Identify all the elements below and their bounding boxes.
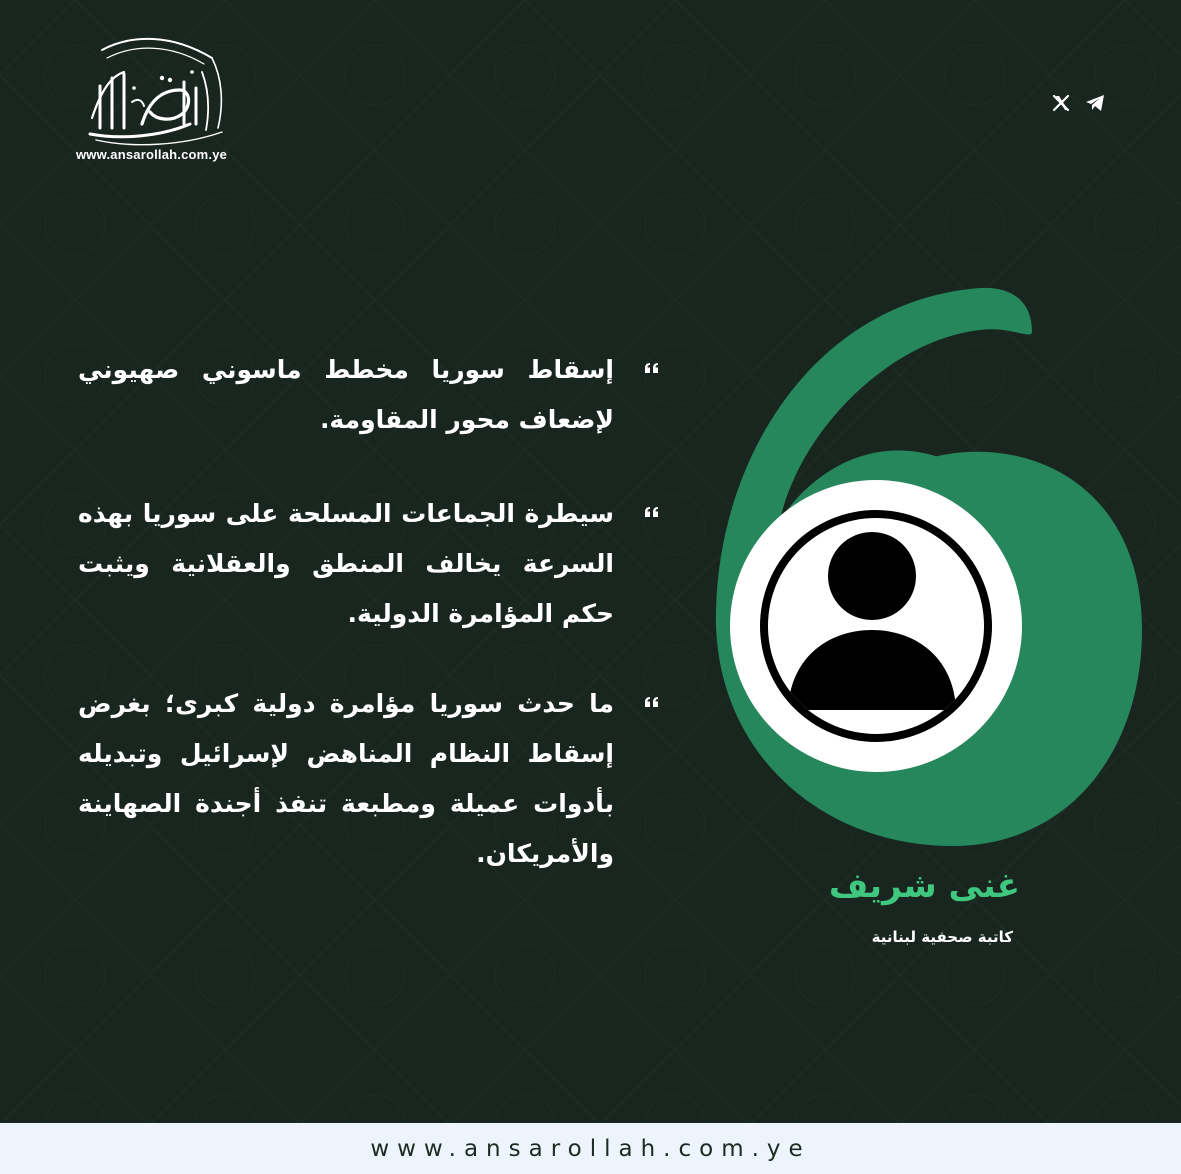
point-text: إسقاط سوريا مخطط ماسوني صهيوني لإضعاف محور المقاومة. <box>78 355 614 434</box>
quote-mark-icon <box>644 696 660 712</box>
social-icons <box>1050 92 1106 114</box>
point-item <box>78 345 660 445</box>
avatar <box>730 480 1022 772</box>
author-title: كاتبة صحفية لبنانية <box>871 928 1013 946</box>
points-list <box>78 345 660 923</box>
quote-mark-icon <box>644 362 660 378</box>
logo-url: www.ansarollah.com.ye <box>76 147 228 162</box>
point-item <box>78 679 660 879</box>
author-name: غنى شريف <box>828 866 1020 906</box>
footer-url[interactable]: www.ansarollah.com.ye <box>370 1135 811 1162</box>
author-swirl <box>690 280 1160 860</box>
footer-bar <box>0 1123 1181 1174</box>
telegram-icon[interactable] <box>1084 92 1106 114</box>
point-text: ما حدث سوريا مؤامرة دولية كبرى؛ بغرض إسقاط النظام المناهض لإسرائيل وتبديله بأدوات عميلة ومطبعة تنفذ أجندة الصهاينة والأمريكان. <box>78 689 614 868</box>
point-item <box>78 489 660 639</box>
quote-mark-icon <box>644 506 660 522</box>
x-icon[interactable] <box>1050 92 1072 114</box>
point-text: سيطرة الجماعات المسلحة على سوريا بهذه السرعة يخالف المنطق والعقلانية ويثبت حكم المؤامرة الدولية. <box>78 499 614 628</box>
